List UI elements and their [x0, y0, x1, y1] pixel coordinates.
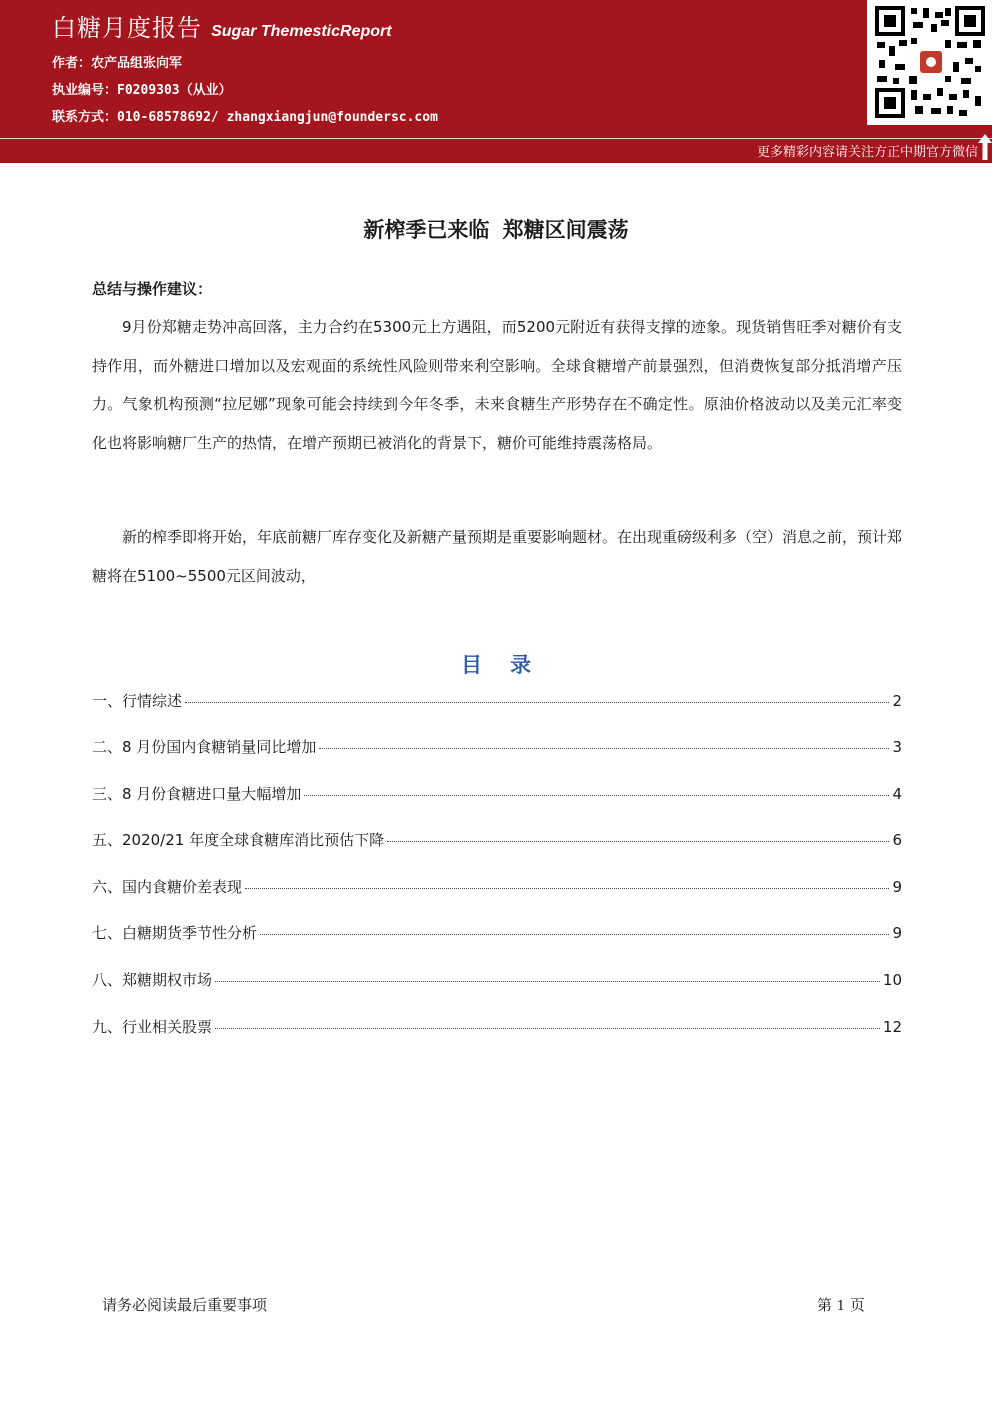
toc-item-label: 一、行情综述 [92, 692, 183, 710]
author-value: 农产品组张向军 [91, 56, 183, 71]
toc-item[interactable] [92, 922, 902, 948]
toc-leader-dots [215, 981, 880, 982]
toc-leader-dots [260, 934, 889, 935]
toc-item[interactable] [92, 829, 902, 855]
toc-leader-dots [319, 748, 889, 749]
page-number [817, 1294, 865, 1315]
arrow-up-icon [978, 134, 992, 160]
toc-item-label: 三、8 月份食糖进口量大幅增加 [92, 785, 302, 803]
license-label: 执业编号： [52, 83, 118, 98]
wechat-hint[interactable]: 更多精彩内容请关注方正中期官方微信 [756, 145, 978, 160]
page-prefix: 第 [817, 1296, 833, 1314]
license-line [52, 79, 232, 98]
toc-item[interactable] [92, 736, 902, 762]
license-value: F0209303（从业） [117, 83, 232, 98]
toc-item-label: 九、行业相关股票 [92, 1018, 213, 1036]
author-label: 作者： [52, 56, 92, 71]
qr-code-icon [867, 0, 992, 125]
contact-line [52, 106, 438, 125]
toc-item[interactable] [92, 1016, 902, 1042]
report-title [52, 8, 392, 43]
toc-item-page: 9 [892, 924, 902, 942]
report-title-en: Sugar ThemesticReport [211, 23, 392, 40]
summary-paragraph-2: 新的榨季即将开始，年底前糖厂库存变化及新糖产量预期是重要影响题材。在出现重磅级利多（空）消息之前，预计郑糖将在5100~5500元区间波动， [92, 528, 903, 585]
toc-leader-dots [304, 795, 889, 796]
toc-item[interactable] [92, 969, 902, 995]
toc-item-page: 10 [882, 971, 902, 989]
contact-label: 联系方式： [52, 110, 118, 125]
contact-value[interactable]: 010-68578692/ zhangxiangjun@foundersc.com [117, 110, 438, 125]
toc-item-label: 八、郑糖期权市场 [92, 971, 213, 989]
toc-item-page: 6 [892, 831, 902, 849]
document-title: 新榨季已来临 郑糖区间震荡 [363, 218, 629, 242]
toc-leader-dots [215, 1028, 880, 1029]
toc-item[interactable] [92, 876, 902, 902]
toc-item-label: 七、白糖期货季节性分析 [92, 924, 258, 942]
toc-item[interactable] [92, 783, 902, 809]
toc-leader-dots [245, 888, 889, 889]
toc-item-page: 9 [892, 878, 902, 896]
toc-leader-dots [185, 702, 889, 703]
page-number-value: 1 [836, 1299, 846, 1314]
toc-item[interactable] [92, 690, 902, 716]
report-title-cn: 白糖月度报告 [52, 14, 202, 42]
toc-item-page: 4 [892, 785, 902, 803]
summary-heading: 总结与操作建议： [92, 280, 213, 298]
toc-heading: 目录 [461, 653, 559, 677]
toc-leader-dots [387, 841, 889, 842]
author-line [52, 52, 182, 71]
toc-item-label: 五、2020/21 年度全球食糖库消比预估下降 [92, 831, 385, 849]
toc-item-label: 六、国内食糖价差表现 [92, 878, 243, 896]
toc-item-page: 2 [892, 692, 902, 710]
toc-item-page: 3 [892, 738, 902, 756]
footer-notice: 请务必阅读最后重要事项 [102, 1296, 268, 1314]
page-suffix: 页 [849, 1296, 865, 1314]
summary-paragraph-1: 9月份郑糖走势冲高回落，主力合约在5300元上方遇阻，而5200元附近有获得支撑的迹象。现货销售旺季对糖价有支持作用，而外糖进口增加以及宏观面的系统性风险则带来利空影响。全球食糖增产前景强烈，但消费恢复部分抵消增产压力。气象机构预测“拉尼娜”现象可能会持续到今年冬季，未来食糖生产形势存在不确定性。原油价格波动以及美元汇率变化也将影响糖厂生产的热情，在增产预期已被消化的背景下，糖价可能维持震荡格局。 [92, 318, 902, 452]
toc-item-page: 12 [882, 1018, 902, 1036]
toc-item-label: 二、8 月份国内食糖销量同比增加 [92, 738, 317, 756]
